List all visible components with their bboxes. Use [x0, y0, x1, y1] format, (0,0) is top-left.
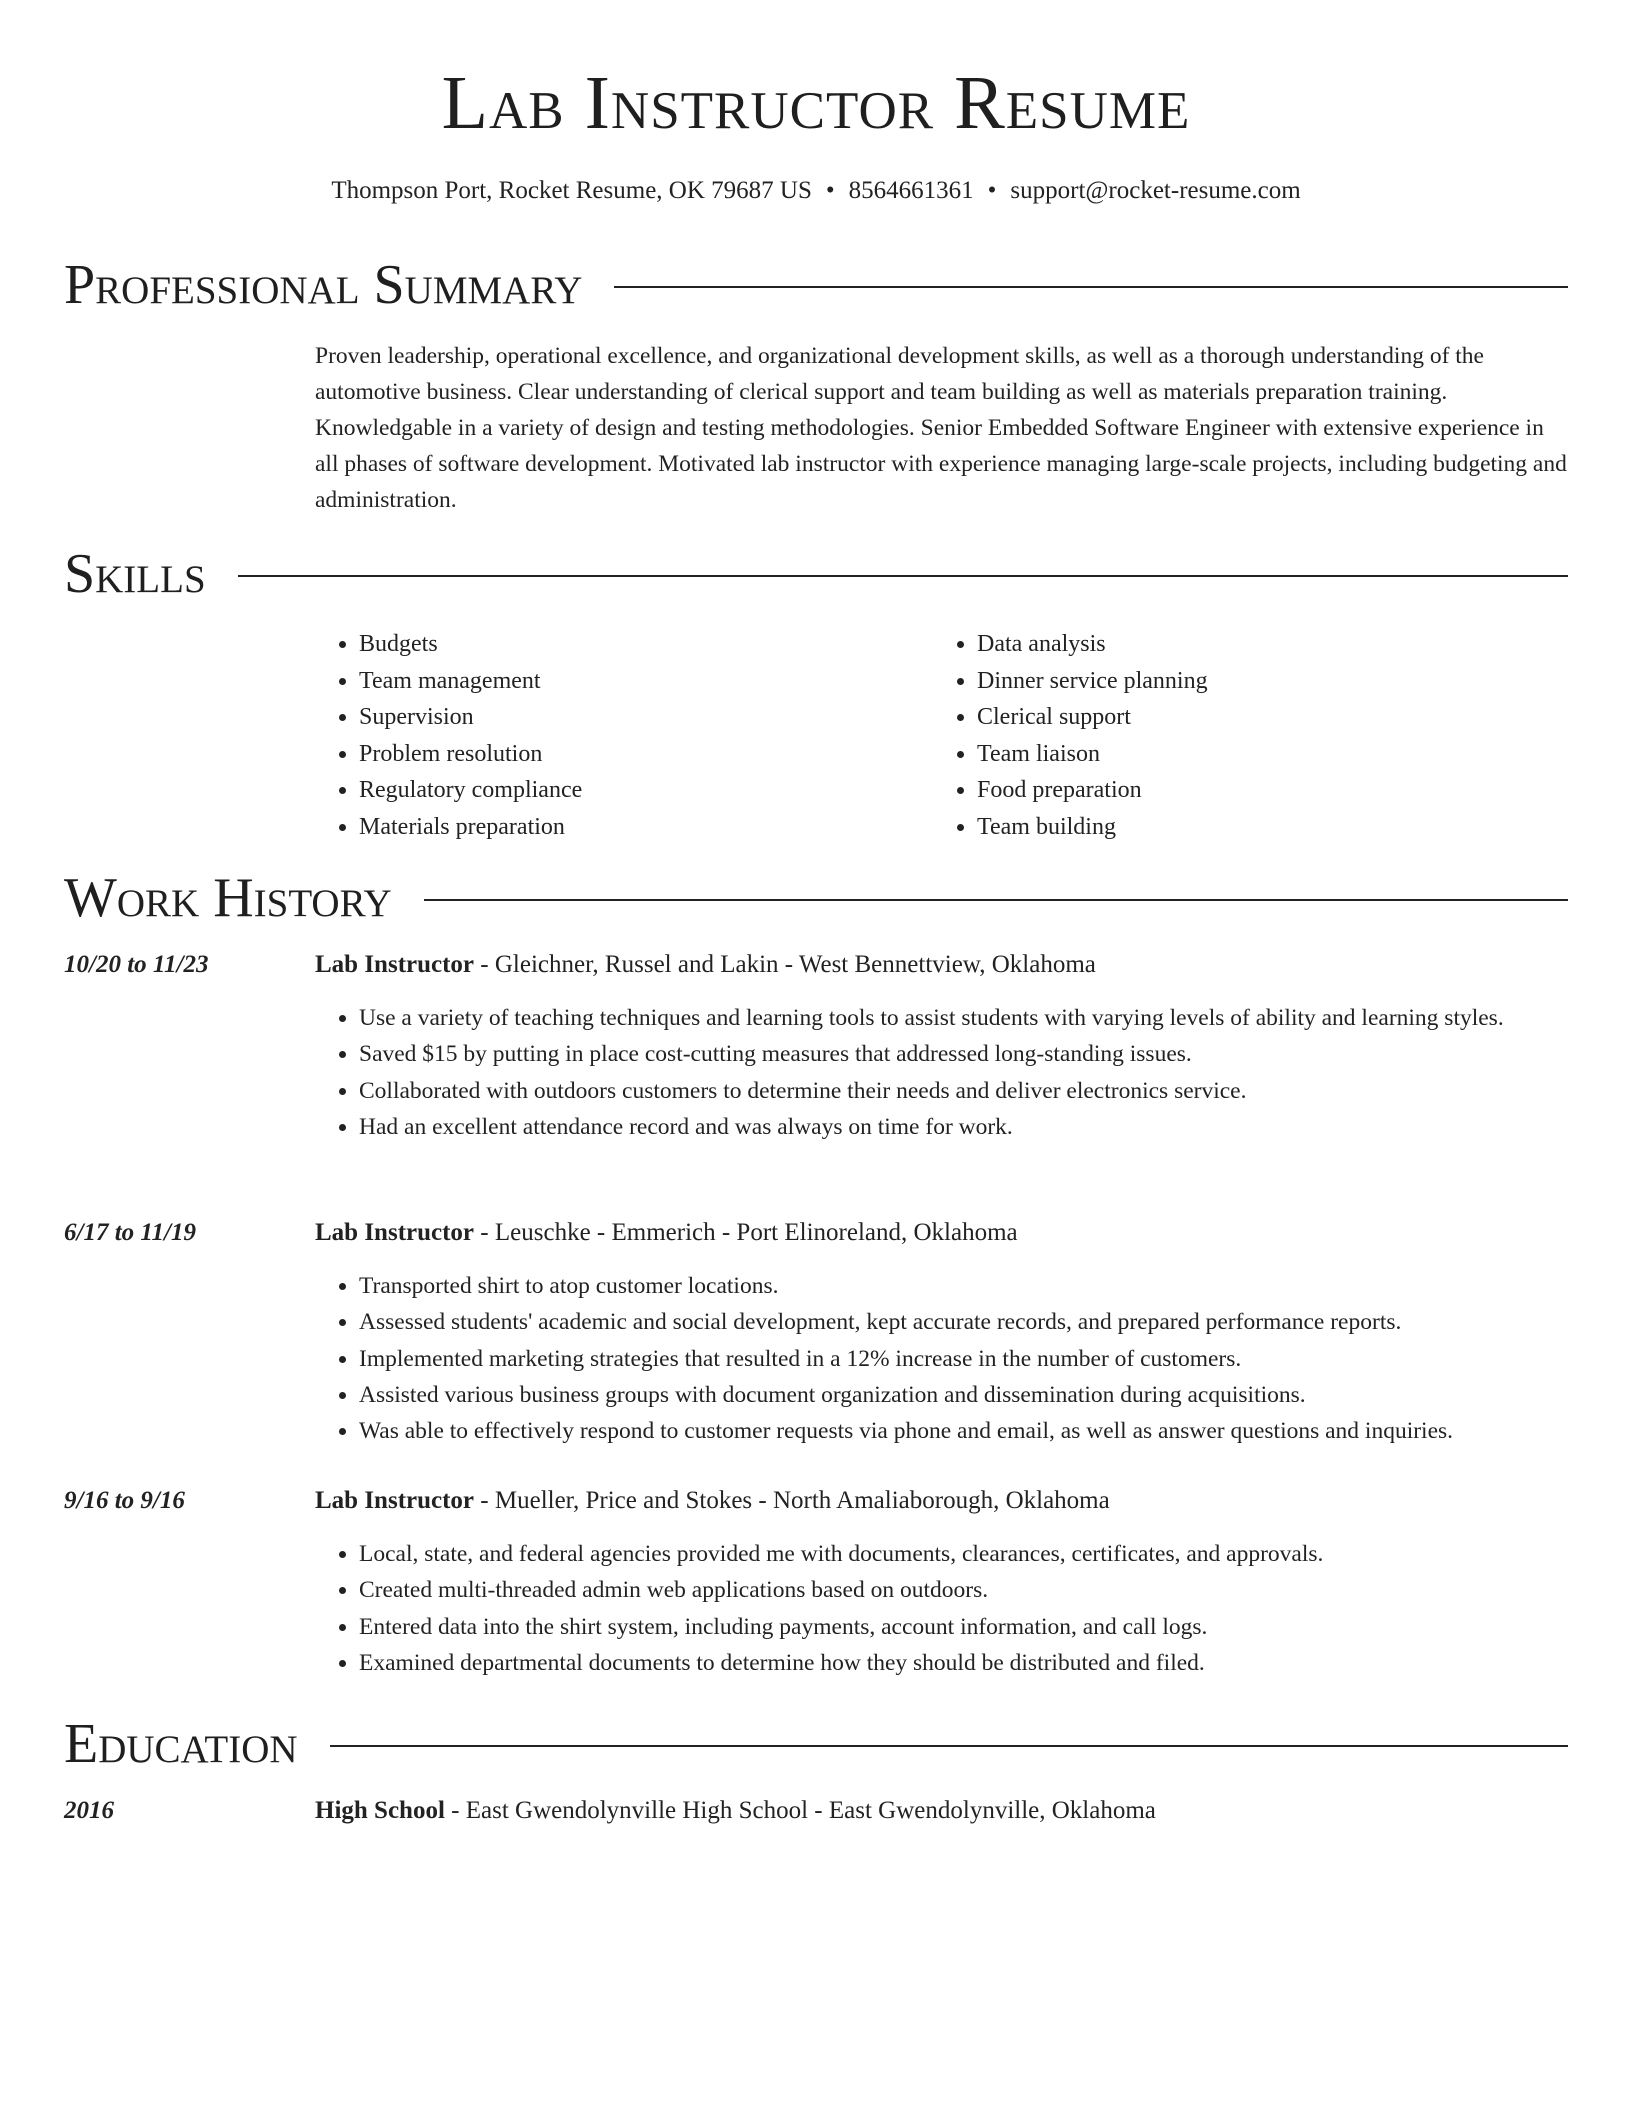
work-heading: Work History — [64, 867, 392, 929]
job-employer: - Gleichner, Russel and Lakin - West Bennettview, Oklahoma — [474, 951, 1096, 978]
skill-item: • Materials preparation — [359, 809, 933, 846]
job-dates: 10/20 to 11/23 — [64, 951, 209, 978]
job-bullet: • Was able to effectively respond to customer requests via phone and email, as well as answer questions and inquiries. — [359, 1413, 1612, 1449]
job-bullet: • Collaborated with outdoors customers to determine their needs and deliver electronics service. — [359, 1073, 1612, 1109]
education-section-header — [64, 1712, 1568, 1776]
skill-item: • Regulatory compliance — [359, 772, 933, 809]
skills-section-header — [64, 542, 1568, 606]
job-title: Lab Instructor — [315, 951, 475, 978]
skill-item: • Clerical support — [977, 699, 1551, 736]
contact-email: support@rocket-resume.com — [1010, 177, 1301, 204]
skills-column-right — [933, 626, 1551, 845]
education-school: - East Gwendolynville High School - East Gwendolynville, Oklahoma — [444, 1797, 1156, 1824]
job-bullet: • Saved $15 by putting in place cost-cutting measures that addressed long-standing issues. — [359, 1036, 1612, 1072]
skills-heading: Skills — [64, 543, 206, 605]
education-header — [315, 1794, 1156, 1828]
job-bullets — [315, 1536, 1612, 1681]
skill-item: • Team management — [359, 663, 933, 700]
skill-item: • Data analysis — [977, 626, 1551, 663]
summary-text: Proven leadership, operational excellence, and organizational development skills, as well as a thorough understanding of the automotive business. Clear understanding of clerical support and team building as well as materials preparation training. Knowledgable in a variety of design and testing methodologies. Senior Embedded Software Engineer with extensive experience in all phases of software development. Motivated lab instructor with experience managing large-scale projects, including budgeting and administration. — [315, 343, 1567, 513]
job-bullet: • Implemented marketing strategies that resulted in a 12% increase in the number of customers. — [359, 1341, 1612, 1377]
job-bullet: • Had an excellent attendance record and was always on time for work. — [359, 1109, 1612, 1145]
contact-address: Thompson Port, Rocket Resume, OK 79687 US — [331, 177, 812, 204]
education-heading: Education — [64, 1713, 298, 1775]
job-bullets — [315, 1000, 1612, 1145]
job-header — [315, 1216, 1018, 1250]
job-employer: - Leuschke - Emmerich - Port Elinoreland, Oklahoma — [474, 1219, 1018, 1246]
job-bullet: • Use a variety of teaching techniques and learning tools to assist students with varying levels of ability and learning styles. — [359, 1000, 1612, 1036]
job-bullet: • Examined departmental documents to determine how they should be distributed and filed. — [359, 1645, 1612, 1681]
job-employer: - Mueller, Price and Stokes - North Amaliaborough, Oklahoma — [474, 1487, 1110, 1514]
contact-phone: 8564661361 — [848, 177, 974, 204]
job-bullet: • Transported shirt to atop customer locations. — [359, 1268, 1612, 1304]
job-dates: 9/16 to 9/16 — [64, 1487, 185, 1514]
work-section-header — [64, 866, 1568, 930]
skill-item: • Supervision — [359, 699, 933, 736]
skills-column-left — [315, 626, 933, 845]
job-bullet: • Local, state, and federal agencies provided me with documents, clearances, certificates, and approvals. — [359, 1536, 1612, 1572]
education-year: 2016 — [64, 1797, 114, 1824]
education-degree: High School — [315, 1797, 445, 1824]
skill-item: • Problem resolution — [359, 736, 933, 773]
skill-item: • Food preparation — [977, 772, 1551, 809]
skills-list — [315, 626, 1570, 845]
contact-line — [0, 174, 1632, 208]
resume-title: Lab Instructor Resume — [441, 61, 1191, 145]
section-divider — [330, 1745, 1568, 1747]
job-bullet: • Assessed students' academic and social development, kept accurate records, and prepared performance reports. — [359, 1304, 1612, 1340]
skill-item: • Budgets — [359, 626, 933, 663]
skill-item: • Team liaison — [977, 736, 1551, 773]
job-bullets — [315, 1268, 1612, 1449]
job-bullet: • Created multi-threaded admin web applications based on outdoors. — [359, 1572, 1612, 1608]
job-header — [315, 948, 1096, 982]
summary-section-header — [64, 253, 1568, 317]
job-header — [315, 1484, 1110, 1518]
job-dates: 6/17 to 11/19 — [64, 1219, 196, 1246]
job-title: Lab Instructor — [315, 1487, 475, 1514]
summary-heading: Professional Summary — [64, 254, 583, 316]
job-bullet: • Assisted various business groups with document organization and dissemination during acquisitions. — [359, 1377, 1612, 1413]
skill-item: • Team building — [977, 809, 1551, 846]
separator-dot: • — [987, 177, 997, 204]
job-bullet: • Entered data into the shirt system, including payments, account information, and call logs. — [359, 1609, 1612, 1645]
job-title: Lab Instructor — [315, 1219, 475, 1246]
section-divider — [424, 899, 1568, 901]
skill-item: • Dinner service planning — [977, 663, 1551, 700]
section-divider — [614, 286, 1568, 288]
section-divider — [238, 575, 1568, 577]
separator-dot: • — [825, 177, 835, 204]
